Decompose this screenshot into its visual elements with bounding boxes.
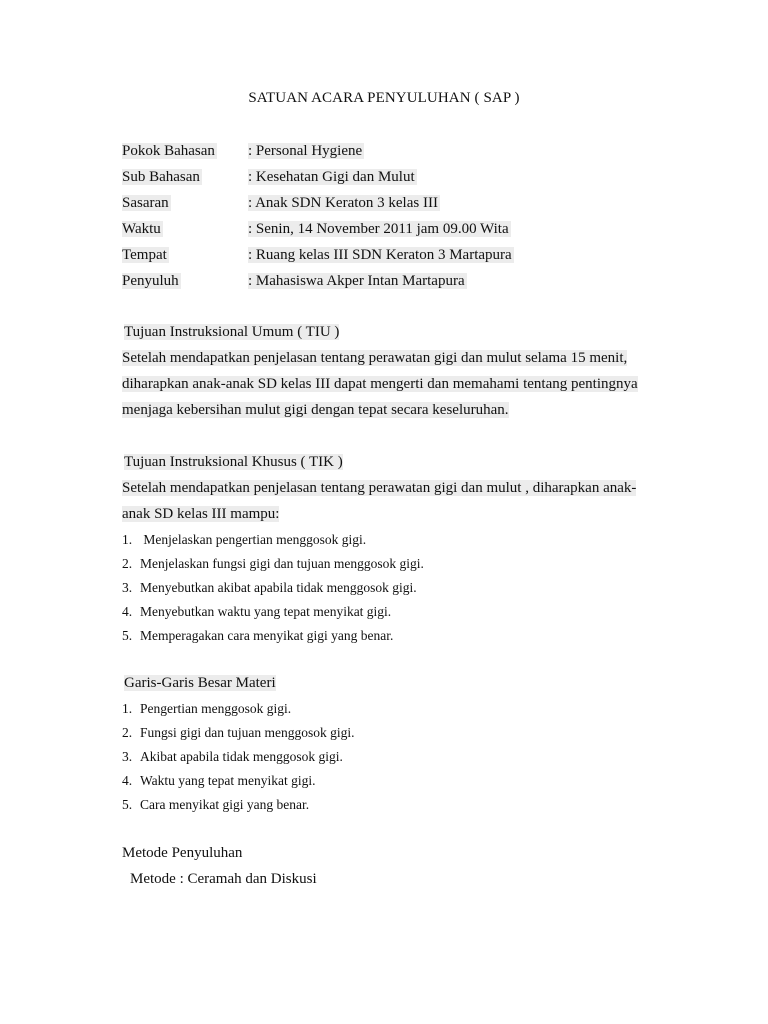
tik-list <box>122 530 642 650</box>
tiu-heading <box>124 321 339 343</box>
list-text: Akibat apabila tidak menggosok gigi. <box>140 749 343 764</box>
tik-line: anak SD kelas III mampu: <box>122 506 280 522</box>
list-item <box>122 699 642 723</box>
list-text: Menyebutkan akibat apabila tidak menggosok gigi. <box>140 580 417 595</box>
meta-row-sasaran <box>122 192 682 218</box>
tiu-heading-text: Tujuan Instruksional Umum ( TIU ) <box>124 324 340 340</box>
metode-heading: Metode Penyuluhan <box>122 845 243 861</box>
materi-list <box>122 699 642 819</box>
materi-heading-text: Garis-Garis Besar Materi <box>124 675 276 691</box>
list-item <box>122 578 642 602</box>
materi-heading <box>124 672 276 694</box>
list-item <box>122 554 642 578</box>
list-number: 3. <box>122 580 133 595</box>
meta-row-penyuluh <box>122 270 682 296</box>
meta-value: : Mahasiswa Akper Intan Martapura <box>248 273 465 289</box>
list-item <box>122 626 642 650</box>
meta-row-sub-bahasan <box>122 166 682 192</box>
meta-key: Waktu <box>122 221 161 237</box>
tiu-line: Setelah mendapatkan penjelasan tentang perawatan gigi dan mulut selama 15 menit, <box>122 350 628 366</box>
list-number: 1. <box>122 532 133 547</box>
meta-value: : Ruang kelas III SDN Keraton 3 Martapura <box>248 247 512 263</box>
list-text: Waktu yang tepat menyikat gigi. <box>140 773 316 788</box>
meta-row-tempat <box>122 244 682 270</box>
meta-key: Pokok Bahasan <box>122 143 215 159</box>
list-text: Cara menyikat gigi yang benar. <box>140 797 310 812</box>
list-number: 1. <box>122 701 133 716</box>
list-item <box>122 602 642 626</box>
meta-row-pokok-bahasan <box>122 140 682 166</box>
list-number: 2. <box>122 725 133 740</box>
list-item <box>122 530 642 554</box>
meta-table <box>122 140 682 296</box>
tiu-line: diharapkan anak-anak SD kelas III dapat mengerti dan memahami tentang pentingnya <box>122 376 638 392</box>
meta-row-waktu <box>122 218 682 244</box>
meta-key: Penyuluh <box>122 273 179 289</box>
document-title: SATUAN ACARA PENYULUHAN ( SAP ) <box>248 90 520 106</box>
tiu-paragraph <box>122 345 652 423</box>
list-item <box>122 747 642 771</box>
list-item <box>122 771 642 795</box>
list-text: Menjelaskan pengertian menggosok gigi. <box>140 532 367 547</box>
meta-value: : Anak SDN Keraton 3 kelas III <box>248 195 438 211</box>
list-text: Memperagakan cara menyikat gigi yang benar. <box>140 628 394 643</box>
list-number: 4. <box>122 773 133 788</box>
list-text: Menjelaskan fungsi gigi dan tujuan menggosok gigi. <box>140 556 424 571</box>
list-number: 2. <box>122 556 133 571</box>
list-number: 3. <box>122 749 133 764</box>
list-text: Menyebutkan waktu yang tepat menyikat gigi. <box>140 604 392 619</box>
tik-heading-text: Tujuan Instruksional Khusus ( TIK ) <box>124 454 343 470</box>
list-number: 4. <box>122 604 133 619</box>
metode-line: Metode : Ceramah dan Diskusi <box>130 871 317 887</box>
list-text: Pengertian menggosok gigi. <box>140 701 292 716</box>
tiu-line: menjaga kebersihan mulut gigi dengan tepat secara keseluruhan. <box>122 402 509 418</box>
list-number: 5. <box>122 628 133 643</box>
tik-line: Setelah mendapatkan penjelasan tentang perawatan gigi dan mulut , diharapkan anak- <box>122 480 637 496</box>
list-item <box>122 795 642 819</box>
meta-key: Sasaran <box>122 195 169 211</box>
tik-heading <box>124 451 343 473</box>
meta-value: : Kesehatan Gigi dan Mulut <box>248 169 415 185</box>
tik-paragraph <box>122 475 652 527</box>
meta-value: : Personal Hygiene <box>248 143 363 159</box>
meta-value: : Senin, 14 November 2011 jam 09.00 Wita <box>248 221 509 237</box>
list-number: 5. <box>122 797 133 812</box>
meta-key: Tempat <box>122 247 167 263</box>
meta-key: Sub Bahasan <box>122 169 200 185</box>
list-text: Fungsi gigi dan tujuan menggosok gigi. <box>140 725 355 740</box>
list-item <box>122 723 642 747</box>
